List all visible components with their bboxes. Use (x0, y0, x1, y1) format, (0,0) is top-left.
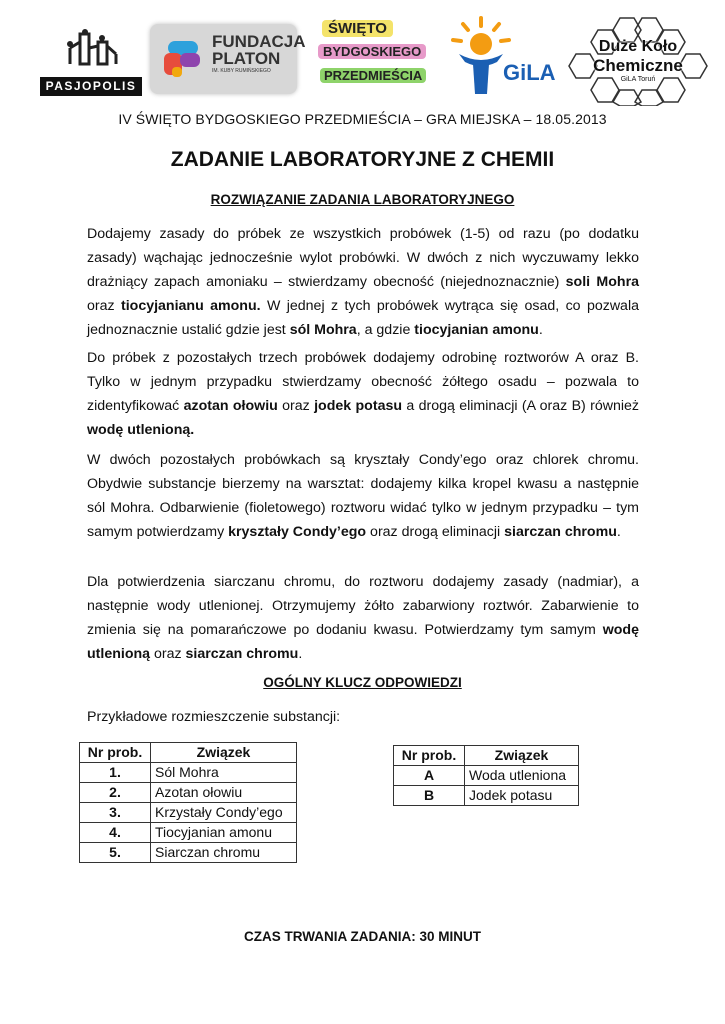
p1-bold-2: tiocyjanianu amonu. (120, 298, 261, 314)
row-compound: Sól Mohra (151, 763, 297, 783)
p3-text-d: . (616, 524, 621, 540)
row-compound: Woda utleniona (465, 766, 579, 786)
key-heading: OGÓLNY KLUCZ ODPOWIEDZI (263, 675, 462, 690)
p4-text-c: oraz (150, 646, 186, 662)
row-compound: Jodek potasu (465, 786, 579, 806)
swieto-line3: PRZEDMIEŚCIA (320, 68, 426, 83)
table-header-number: Nr prob. (394, 746, 465, 766)
table-header-row (80, 743, 297, 763)
duze-kolo-chemiczne-logo (568, 14, 708, 106)
pasjopolis-figures-icon (40, 28, 142, 72)
table-header-row (394, 746, 579, 766)
paragraph-2 (87, 346, 639, 442)
row-number: B (394, 786, 465, 806)
table-row (80, 843, 297, 863)
kolo-line3: GiLA Toruń (620, 76, 656, 83)
p2-text-c: oraz (277, 398, 315, 414)
p4-text-a: Dla potwierdzenia siarczanu chromu, do roztworu dodajemy zasady (nadmiar), a następnie wody utlenionej. Otrzymujemy żółto zabarwiony roztwór. Zabarwienie to zmienia się na pomarańczowe po dodaniu kwasu. Potwierdzamy tym samym (87, 574, 639, 638)
p2-bold-2: jodek potasu (314, 398, 403, 414)
solution-heading: ROZWIĄZANIE ZADANIA LABORATORYJNEGO (210, 192, 515, 207)
p2-bold-3: wodę utlenioną. (87, 422, 195, 438)
page-title: ZADANIE LABORATORYJNE Z CHEMII (170, 148, 555, 171)
paragraph-1 (87, 222, 639, 342)
p1-text-a: Dodajemy zasady do próbek ze wszystkich probówek (1-5) od razu (po dodatku zasady) wąchając jednocześnie wylot probówki. W dwóch z nich wyczuwamy lekko drażniący zapach amoniaku – stwierdzamy obecność (niejednoznacznie) (87, 226, 639, 290)
event-line: IV ŚWIĘTO BYDGOSKIEGO PRZEDMIEŚCIA – GRA MIEJSKA – 18.05.2013 (118, 111, 607, 127)
swieto-logo (318, 18, 438, 96)
pasjopolis-wordmark: PASJOPOLIS (40, 77, 142, 96)
p1-text-f: . (538, 322, 543, 338)
platon-emblem-icon (158, 33, 208, 83)
row-number: 5. (80, 843, 151, 863)
logo-strip (0, 0, 725, 110)
row-number: 4. (80, 823, 151, 843)
p1-bold-1: soli Mohra (565, 274, 639, 290)
row-compound: Krzystały Condy’ego (151, 803, 297, 823)
row-compound: Azotan ołowiu (151, 783, 297, 803)
table-row (80, 783, 297, 803)
platon-line2: PLATON (212, 49, 281, 68)
p2-text-d: a drogą eliminacji (A oraz B) również (402, 398, 640, 414)
p4-bold-1: wodę utlenioną (87, 622, 639, 662)
table-header-compound: Związek (151, 743, 297, 763)
p4-text-d: . (298, 646, 303, 662)
table-row (80, 803, 297, 823)
platon-line1: FUNDACJA (212, 32, 306, 51)
substance-table-1 (79, 742, 297, 863)
fundacja-platon-logo (150, 24, 306, 94)
p3-bold-2: siarczan chromu (504, 524, 617, 540)
p1-text-e: , a gdzie (356, 322, 415, 338)
p4-bold-2: siarczan chromu (185, 646, 299, 662)
swieto-line1: ŚWIĘTO (322, 20, 393, 37)
row-compound: Siarczan chromu (151, 843, 297, 863)
duration-footer: CZAS TRWANIA ZADANIA: 30 MINUT (244, 929, 481, 944)
gila-logo (445, 14, 563, 96)
kolo-line1: Duże Koło (598, 38, 678, 55)
row-number: 3. (80, 803, 151, 823)
table-row (394, 766, 579, 786)
paragraph-4 (87, 570, 639, 666)
p3-bold-1: kryształy Condy’ego (228, 524, 367, 540)
p1-text-c: oraz (87, 298, 121, 314)
swieto-line2: BYDGOSKIEGO (318, 44, 426, 59)
p3-text-a: W dwóch pozostałych probówkach są kryształy Condy’ego oraz chlorek chromu. Obydwie substancje bierzemy na warsztat: dodajemy kilka kropel kwasu a następnie sól Mohra. Odbarwienie (fioletowego) roztworu widać tylko w jednym przypadku – tym samym potwierdzamy (87, 452, 639, 540)
table-row (80, 823, 297, 843)
p2-bold-1: azotan ołowiu (183, 398, 278, 414)
row-compound: Tiocyjanian amonu (151, 823, 297, 843)
p1-bold-3: sól Mohra (289, 322, 357, 338)
kolo-line2: Chemiczne (593, 56, 683, 75)
table-header-compound: Związek (465, 746, 579, 766)
intro-text: Przykładowe rozmieszczenie substancji: (87, 709, 341, 725)
row-number: A (394, 766, 465, 786)
row-number: 2. (80, 783, 151, 803)
p1-text-d: W jednej z tych probówek wytrąca się osad, co pozwala jednoznacznie ustalić gdzie jest (87, 298, 639, 338)
gila-wordmark: GiLA (503, 60, 556, 85)
p1-bold-4: tiocyjanian amonu (414, 322, 539, 338)
p2-text-a: Do próbek z pozostałych trzech probówek dodajemy odrobinę roztworów A oraz B. Tylko w jednym przypadku stwierdzamy obecność żółtego osadu – pozwala to zidentyfikować (87, 350, 639, 414)
table-row (394, 786, 579, 806)
table-header-number: Nr prob. (80, 743, 151, 763)
p3-text-c: oraz drogą eliminacji (366, 524, 505, 540)
paragraph-3 (87, 448, 639, 544)
row-number: 1. (80, 763, 151, 783)
table-row (80, 763, 297, 783)
substance-table-2 (393, 745, 579, 806)
platon-line3: IM. KUBY RUMIŃSKIEGO (212, 68, 271, 74)
pasjopolis-logo (40, 28, 142, 92)
